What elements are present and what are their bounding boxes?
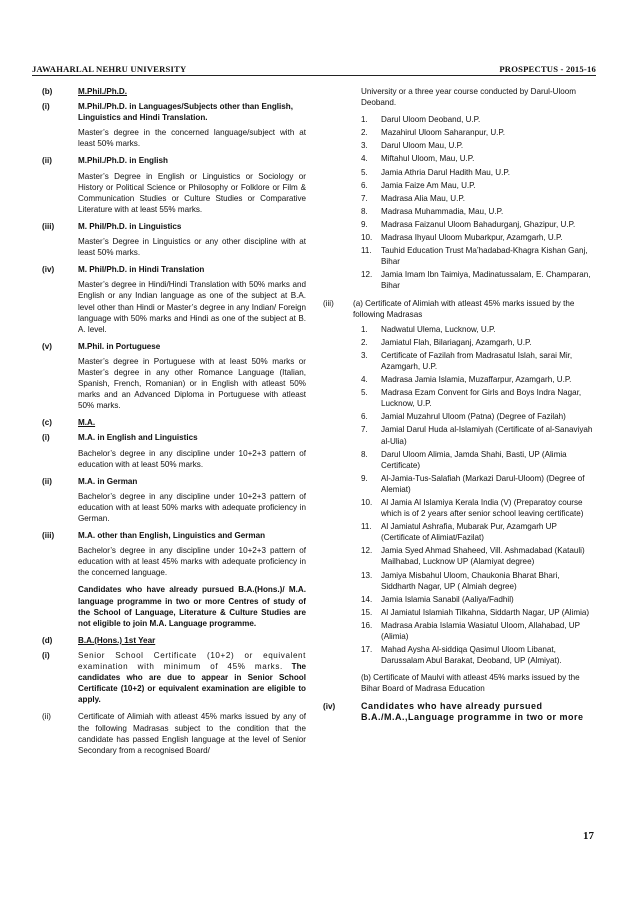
- list-item: [361, 232, 593, 243]
- list-item: [361, 387, 593, 409]
- list-item: [361, 206, 593, 217]
- list-item-number: 2.: [361, 337, 368, 347]
- item-hindi-translation-text: Master’s degree in Hindi/Hindi Translation with 50% marks and English or any Indian language as one of the subject at B.A. level other than Hindi or Master’s degree in any Indian/ Foreign language with 50% marks and Hindi as one of the subject at B. A. level.: [78, 280, 306, 334]
- list-item-text: Jamia Imam Ibn Taimiya, Madinatussalam, E. Champaran, Bihar: [381, 270, 591, 291]
- list-item-number: 1.: [361, 115, 368, 125]
- list-item-number: 7.: [361, 425, 368, 435]
- list-item-text: Madrasa Arabia Islamia Wasiatul Uloom, Allahabad, UP (Alimia): [381, 620, 580, 642]
- page-header: [32, 60, 596, 74]
- right-column: [323, 86, 593, 727]
- item-already-pursued-text: Candidates who have already pursued B.A./M.A.,Language programme in two or more: [361, 700, 584, 722]
- list-item: [361, 114, 593, 125]
- header-university: JAWAHARLAL NEHRU UNIVERSITY: [32, 64, 187, 74]
- list-item-number: 8.: [361, 449, 368, 459]
- item-english-text: Master’s Degree in English or Linguistics or Sociology or History or Political Science or Philosophy or Folklore or Film & Communication Studies or Culture Studies or Comparative Literature with at least 55% marks.: [78, 171, 306, 214]
- list-item-text: Nadwatul Ulema, Lucknow, U.P.: [381, 324, 496, 334]
- list-item-text: Jamia Athria Darul Hadith Mau, U.P.: [381, 167, 510, 177]
- list-item: [361, 269, 593, 291]
- list-item-number: 3.: [361, 350, 368, 360]
- list-item-number: 10.: [361, 233, 373, 243]
- item-alimiah-text: (a) Certificate of Alimiah with atleast 45% marks issued by the following Madrasas: [353, 298, 575, 319]
- list-item: [361, 449, 593, 471]
- section-mphil-heading: (b) M.Phil./Ph.D.: [42, 87, 128, 96]
- list-item: [361, 620, 593, 642]
- list-item-text: Al Jamiatul Ashrafia, Mubarak Pur, Azamgarh UP (Certificate of Alimiat/Fazilat): [381, 522, 557, 543]
- list-item-number: 5.: [361, 167, 368, 177]
- list-item: [361, 521, 593, 543]
- header-prospectus: PROSPECTUS - 2015-16: [499, 64, 596, 74]
- item-hindi-translation-heading: (iv) M. Phil/Ph.D. in Hindi Translation: [42, 265, 205, 275]
- continued-text: University or a three year course conducted by Darul-Uloom Deoband.: [361, 87, 577, 108]
- item-alimiah-heading: (iii) (a) Certificate of Alimiah with atleast 45% marks issued by the following Madrasas: [323, 298, 593, 320]
- list-item-number: 17.: [361, 645, 373, 655]
- list-item: [361, 193, 593, 204]
- list-item-text: Madrasa Jamia Islamia, Muzaffarpur, Azamgarh, U.P.: [381, 375, 572, 385]
- madrasa-list-1: [361, 114, 593, 291]
- list-item: [361, 219, 593, 230]
- list-item: [361, 324, 593, 335]
- list-item-number: 16.: [361, 620, 373, 630]
- list-item: [361, 167, 593, 178]
- item-ba-alimiah-text: Certificate of Alimiah with atleast 45% marks issued by any of the following Madrasas subject to the condition that the candidate has passed English language at the level of Senior Secondary from a recognised Board/: [78, 712, 306, 755]
- list-item-number: 4.: [361, 375, 368, 385]
- list-item-text: Jamia Islamia Sanabil (Aaliya/Fadhil): [381, 594, 514, 604]
- list-item: [361, 127, 593, 138]
- list-item-text: Madrasa Alia Mau, U.P.: [381, 193, 465, 203]
- list-item-number: 4.: [361, 154, 368, 164]
- list-item-number: 9.: [361, 219, 368, 229]
- list-item-number: 12.: [361, 546, 373, 556]
- list-item-number: 10.: [361, 498, 373, 507]
- list-item-number: 3.: [361, 141, 368, 151]
- item-ma-other-text: Bachelor’s degree in any discipline under 10+2+3 pattern of education with at least 45% marks with adequate proficiency in the concerned language.: [78, 546, 306, 578]
- list-item-number: 7.: [361, 193, 368, 203]
- list-item-text: Tauhid Education Trust Ma’hadabad-Khagra Kishan Ganj, Bihar: [381, 246, 588, 267]
- list-item-text: Jamiatul Flah, Bilariaganj, Azamgarh, U.P.: [381, 337, 532, 347]
- madrasa-list-2: [361, 324, 593, 667]
- item-english-heading: (ii) M.Phil./Ph.D. in English: [42, 156, 168, 166]
- list-item-text: Jamia Faize Am Mau, U.P.: [381, 180, 476, 190]
- list-item: [361, 644, 593, 666]
- list-item-number: 15.: [361, 607, 373, 617]
- list-item-number: 12.: [361, 270, 373, 280]
- list-item: [361, 245, 593, 267]
- item-ma-other-note: Candidates who have already pursued B.A.(Hons.)/ M.A. language programme in two or more Centres of study of the School of Language, Literature & Culture Studies are not eligible to join M.A. Language programme.: [78, 585, 306, 628]
- list-item-text: Madrasa Ihyaul Uloom Mubarkpur, Azamgarh, U.P.: [381, 233, 563, 243]
- list-item: [361, 570, 593, 592]
- list-item: [361, 140, 593, 151]
- list-item-number: 6.: [361, 412, 368, 422]
- item-languages-text: Master’s degree in the concerned language/subject with at least 50% marks.: [78, 128, 306, 149]
- list-item-text: Jamial Darul Huda al-Islamiyah (Certificate of al-Sanaviyah al-Ulia): [381, 425, 593, 446]
- list-item-text: Al-Jamia-Tus-Salafiah (Markazi Darul-Uloom) (Degree of Alemiat): [381, 473, 585, 494]
- list-item-number: 11.: [361, 522, 372, 532]
- item-linguistics-heading: (iii) M. Phil/Ph.D. in Linguistics: [42, 221, 182, 231]
- list-item-number: 13.: [361, 570, 373, 580]
- list-item: [361, 337, 593, 348]
- list-item-number: 14.: [361, 594, 373, 604]
- list-item-number: 6.: [361, 180, 368, 190]
- list-item-text: Madrasa Faizanul Uloom Bahadurganj, Ghazipur, U.P.: [381, 219, 576, 229]
- list-item: [361, 497, 593, 519]
- list-item-text: Miftahul Uloom, Mau, U.P.: [381, 154, 475, 164]
- list-item-text: Mahad Aysha Al-siddiqa Qasimul Uloom Libanat, Darussalam Abul Barakat, Deoband, UP (Almiyat).: [381, 645, 562, 666]
- item-linguistics-text: Master’s Degree in Linguistics or any other discipline with at least 50% marks.: [78, 237, 306, 258]
- item-languages-heading: (i) M.Phil./Ph.D. in Languages/Subjects other than English, Linguistics and Hindi Translation.: [42, 102, 293, 123]
- list-item-number: 5.: [361, 388, 368, 398]
- item-ba-ssc: (i) Senior School Certificate (10+2) or equivalent examination with minimum of 45% marks. The candidates who are due to appear in Senior School Certificate (10+2) or equivalent examination are eligible to apply.: [42, 650, 307, 705]
- list-item-text: Certificate of Fazilah from Madrasatul Islah, sarai Mir, Azamgarh, U.P.: [381, 350, 573, 371]
- item-ma-german-text: Bachelor’s degree in any discipline under 10+2+3 pattern of education with at least 50% marks with adequate proficiency in German.: [78, 491, 306, 523]
- list-item-text: Darul Uloom Alimia, Jamda Shahi, Basti, UP (Alimia Certificate): [381, 449, 567, 470]
- item-ma-other-heading: (iii) M.A. other than English, Linguistics and German: [42, 531, 266, 541]
- page-number: 17: [583, 830, 594, 842]
- list-item-text: Mazahirul Uloom Saharanpur, U.P.: [381, 128, 506, 138]
- list-item-text: Darul Uloom Mau, U.P.: [381, 141, 464, 151]
- item-ma-german-heading: (ii) M.A. in German: [42, 476, 138, 486]
- list-item-text: Madrasa Muhammadia, Mau, U.P.: [381, 206, 504, 216]
- list-item: [361, 374, 593, 385]
- item-ma-english-heading: (i) M.A. in English and Linguistics: [42, 433, 198, 443]
- list-item-text: Darul Uloom Deoband, U.P.: [381, 115, 481, 125]
- item-portuguese-text: Master’s degree in Portuguese with at least 50% marks or Master’s degree in any other Romance Language (Italian, Spanish, French, Romanian) or in English with atleast 50% marks and an Advanced Diploma in Portuguese with atleast 50% marks.: [78, 356, 306, 411]
- list-item: [361, 545, 593, 567]
- list-item-number: 1.: [361, 324, 368, 334]
- list-item-number: 2.: [361, 128, 368, 138]
- item-ma-english-text: Bachelor’s degree in any discipline under 10+2+3 pattern of education with at least 50% marks.: [78, 448, 306, 469]
- list-item-text: Madrasa Ezam Convent for Girls and Boys Indra Nagar, Lucknow, U.P.: [381, 388, 582, 409]
- item-maulvi-text: (b) Certificate of Maulvi with atleast 45% marks issued by the Bihar Board of Madrasa Education: [361, 673, 580, 694]
- list-item: [361, 473, 593, 495]
- item-portuguese-heading: (v) M.Phil. in Portuguese: [42, 341, 161, 351]
- left-column: [42, 86, 306, 760]
- list-item-number: 8.: [361, 206, 368, 216]
- list-item-text: Al Jamiatul Islamiah Tilkahna, Siddarth Nagar, UP (Alimia): [381, 607, 590, 617]
- list-item: [361, 594, 593, 605]
- item-ba-alimiah: (ii) Certificate of Alimiah with atleast 45% marks issued by any of the following Madrasas subject to the condition that the candidate has passed English language at the level of Senior Secondary from a recognised Board/: [42, 712, 306, 755]
- list-item-number: 11.: [361, 246, 372, 256]
- item-already-pursued: (iv) Candidates who have already pursued B.A./M.A.,Language programme in two or more: [323, 701, 593, 723]
- list-item: [361, 411, 593, 422]
- list-item: [361, 153, 593, 164]
- item-ba-ssc-text: Senior School Certificate (10+2) or equivalent examination with minimum of 45% marks.: [78, 650, 306, 672]
- header-rule: [32, 75, 596, 76]
- list-item-number: 9.: [361, 473, 368, 483]
- list-item: [361, 424, 593, 446]
- list-item-text: Jamiya Misbahul Uloom, Chaukonia Bharat Bhari, Siddharth Nagar, UP ( Almiah degree): [381, 570, 560, 591]
- list-item: [361, 180, 593, 191]
- list-item: [361, 350, 593, 372]
- section-ma-heading: (c) M.A.: [42, 418, 96, 428]
- list-item: [361, 607, 593, 618]
- list-item-text: Jamial Muzahrul Uloom (Patna) (Degree of Fazilah): [381, 412, 566, 422]
- section-ba-heading: (d) B.A.(Hons.) 1st Year: [42, 635, 156, 645]
- list-item-text: Jamia Syed Ahmad Shaheed, Vill. Ashmadabad (Katauli) Mailhabad, Lucknow UP (Alamiyat degree): [381, 546, 585, 567]
- item-ba-ssc-bold: The candidates who are due to appear in Senior School Certificate (10+2) or equivalent examination are eligible to apply.: [78, 662, 307, 705]
- list-item-text: Al Jamia Al Islamiya Kerala India (V) (Preparatoy course which is of 2 years after senior school leaving certificate): [381, 498, 584, 519]
